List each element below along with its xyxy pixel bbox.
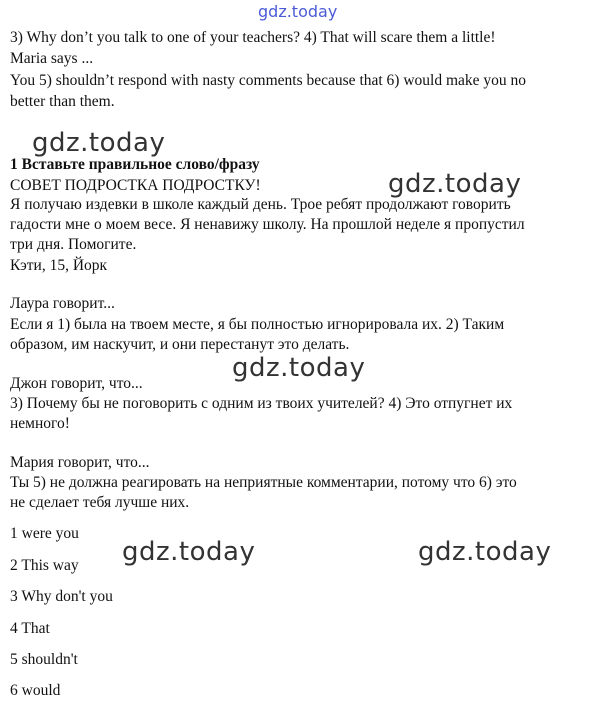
watermark-4: gdz.today — [122, 537, 256, 567]
letter-line-2: гадости мне о моем весе. Я ненавижу школу. На прошлой неделе я пропустил — [10, 216, 525, 233]
watermark-1: gdz.today — [32, 128, 166, 158]
john-line-1: 3) Почему бы не поговорить с одним из твоих учителей? 4) Это отпугнет их — [10, 395, 513, 412]
john-says: Джон говорит, что... — [10, 375, 143, 392]
task-subheading: СОВЕТ ПОДРОСТКА ПОДРОСТКУ! — [10, 177, 261, 194]
english-line-3: You 5) shouldn’t respond with nasty comments because that 6) would make you no — [10, 72, 527, 89]
watermark-top: gdz.today — [258, 2, 338, 21]
answer-1: 1 were you — [10, 525, 79, 542]
letter-line-3: три дня. Помогите. — [10, 236, 137, 253]
letter-signature: Кэти, 15, Йорк — [10, 257, 108, 274]
task-heading: 1 Вставьте правильное слово/фразу — [10, 156, 260, 173]
watermark-3: gdz.today — [232, 353, 366, 383]
english-line-2: Maria says ... — [10, 50, 94, 67]
letter-line-1: Я получаю издевки в школе каждый день. Трое ребят продолжают говорить — [10, 196, 511, 213]
laura-line-2: образом, им наскучит, и они перестанут это делать. — [10, 336, 350, 353]
john-line-2: немного! — [10, 415, 70, 432]
answer-4: 4 That — [10, 620, 50, 637]
maria-says: Мария говорит, что... — [10, 454, 150, 471]
watermark-2: gdz.today — [388, 169, 522, 199]
laura-says: Лаура говорит... — [10, 295, 115, 312]
maria-line-2: не сделает тебя лучше них. — [10, 494, 190, 511]
english-line-4: better than them. — [10, 93, 115, 110]
watermark-5: gdz.today — [418, 537, 552, 567]
answer-6: 6 would — [10, 682, 61, 699]
english-line-1: 3) Why don’t you talk to one of your teachers? 4) That will scare them a little! — [10, 29, 496, 46]
answer-2: 2 This way — [10, 557, 79, 574]
laura-line-1: Если я 1) была на твоем месте, я бы полностью игнорировала их. 2) Таким — [10, 316, 505, 333]
answer-3: 3 Why don't you — [10, 588, 113, 605]
maria-line-1: Ты 5) не должна реагировать на неприятные комментарии, потому что 6) это — [10, 474, 517, 491]
answer-5: 5 shouldn't — [10, 651, 78, 668]
